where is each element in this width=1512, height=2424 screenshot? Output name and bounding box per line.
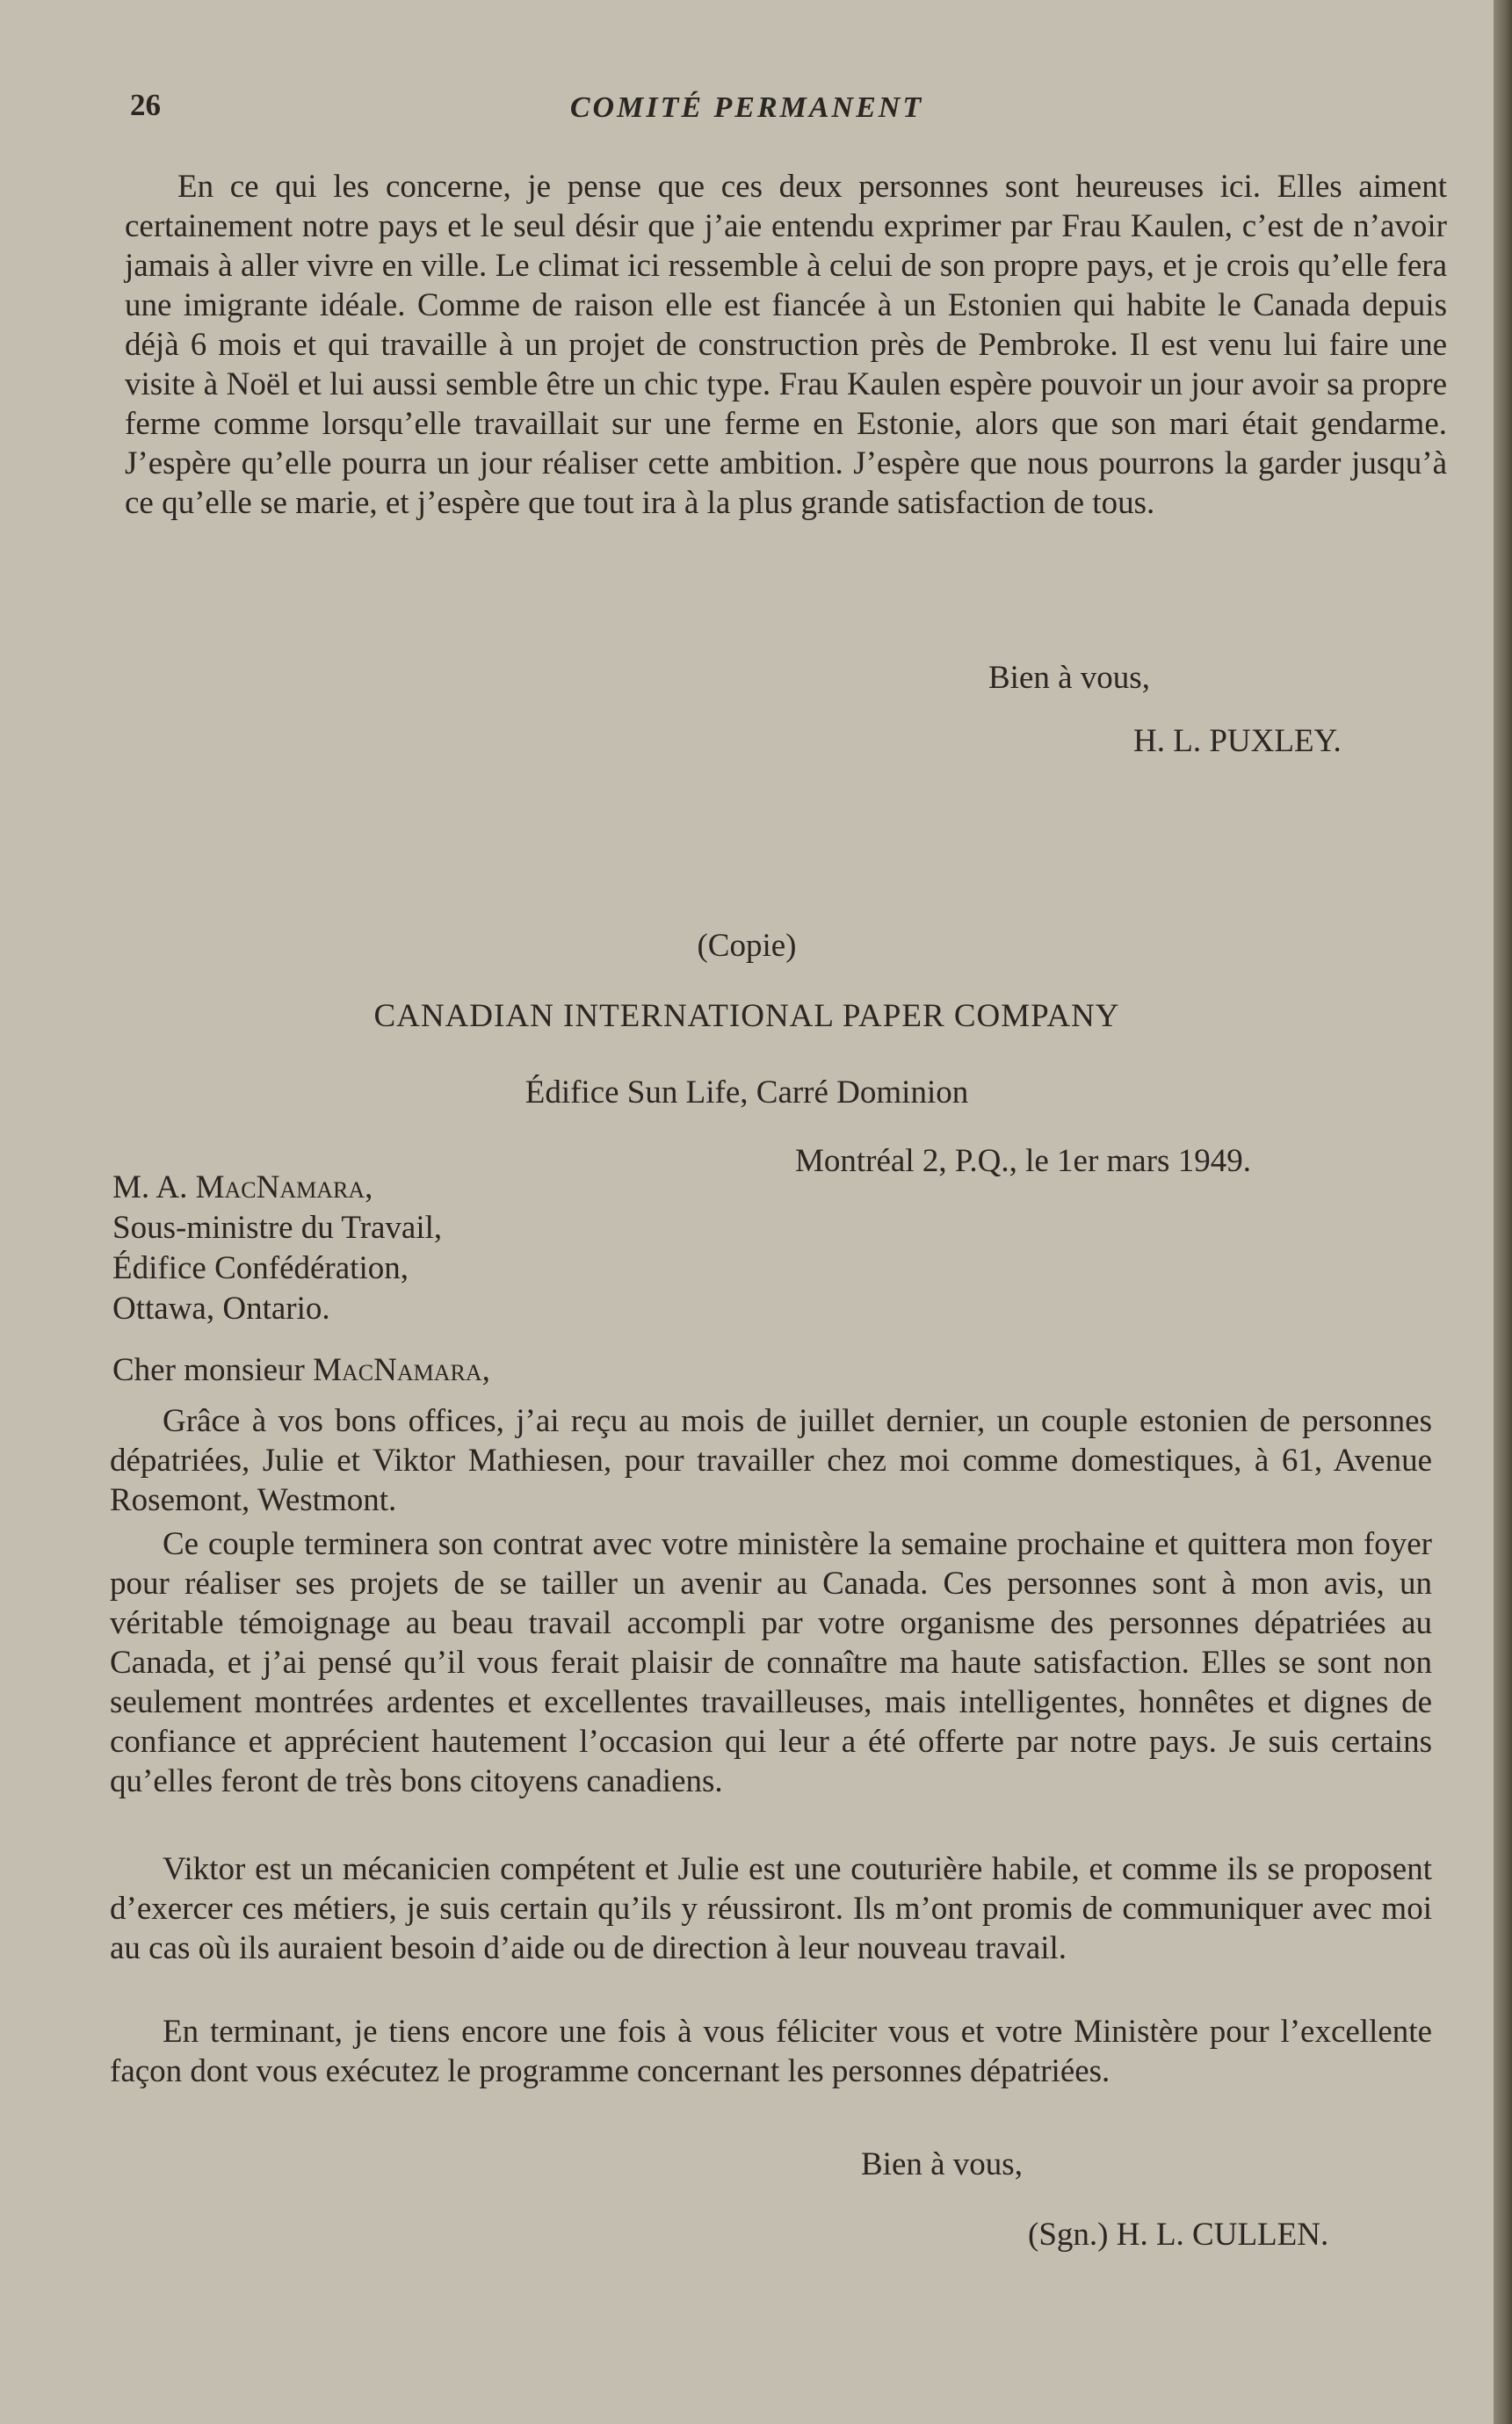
letter2-paragraph-2: Ce couple terminera son contrat avec votre ministère la semaine prochaine et quittera mon foyer pour réaliser ses projets de se tailler un avenir au Canada. Ces personnes sont à mon avis, un véritable témoignage au beau travail accompli par votre organisme des personnes dépatriées au Canada, et j’ai pensé qu’il vous ferait plaisir de connaître ma haute satisfaction. Elles se sont non seulement montrées ardentes et excellentes travailleuses, mais intelligentes, honnêtes et dignes de confiance et apprécient hautement l’occasion qui leur a été offerte par notre pays. Je suis certains qu’elles feront de très bons citoyens canadiens.	[110, 1526, 1432, 1799]
letter1-paragraph: En ce qui les concerne, je pense que ces deux personnes sont heureuses ici. Elles aiment certainement notre pays et le seul désir que j’aie entendu exprimer par Frau Kaulen, c’est de n’avoir jamais à aller vivre en ville. Le climat ici ressemble à celui de son propre pays, et je crois qu’elle fera une imigrante idéale. Comme de raison elle est fiancée à un Estonien qui habite le Canada depuis déjà 6 mois et qui travaille à un projet de construction près de Pembroke. Il est venu lui faire une visite à Noël et lui aussi semble être un chic type. Frau Kaulen espère pouvoir un jour avoir sa propre ferme comme lorsqu’elle travaillait sur une ferme en Estonie, alors que son mari était gendarme. J’espère qu’elle pourra un jour réaliser cette ambition. J’espère que nous pourrons la garder jusqu’à ce qu’elle se marie, et j’espère que tout ira à la plus grande satisfaction de tous.	[125, 169, 1447, 521]
letter2-paragraph-4: En terminant, je tiens encore une fois à vous féliciter vous et votre Ministère pour l’excellente façon dont vous exécutez le programme concernant les personnes dépatriées.	[110, 2014, 1432, 2089]
letter1-closing: Bien à vous,	[988, 660, 1150, 696]
page-number: 26	[130, 88, 161, 122]
letter2-signature: (Sgn.) H. L. CULLEN.	[1028, 2217, 1329, 2253]
recipient-title: Sous-ministre du Travail,	[112, 1210, 443, 1246]
company-address: Édifice Sun Life, Carré Dominion	[524, 1075, 969, 1111]
letter2-paragraph-1: Grâce à vos bons offices, j’ai reçu au mois de juillet dernier, un couple estonien de personnes dépatriées, Julie et Viktor Mathiesen, pour travailler chez moi comme domestiques, à 61, Avenue Rosemont, Westmont.	[110, 1403, 1432, 1518]
recipient-city: Ottawa, Ontario.	[112, 1291, 330, 1327]
salutation-prefix: Cher monsieur	[112, 1352, 314, 1388]
letter-date: Montréal 2, P.Q., le 1er mars 1949.	[795, 1143, 1251, 1179]
recipient-surname: MacNamara,	[195, 1169, 373, 1205]
company-name: CANADIAN INTERNATIONAL PAPER COMPANY	[373, 998, 1120, 1034]
letter2-paragraph-3: Viktor est un mécanicien compétent et Julie est une couturière habile, et comme ils se proposent d’exercer ces métiers, je suis certain qu’ils y réussiront. Ils m’ont promis de communiquer avec moi au cas où ils auraient besoin d’aide ou de direction à leur nouveau travail.	[110, 1851, 1432, 1966]
running-head: COMITÉ PERMANENT	[569, 91, 924, 124]
recipient-name-prefix: M. A.	[112, 1169, 196, 1205]
salutation-surname: MacNamara,	[313, 1352, 490, 1388]
salutation	[112, 1351, 490, 1389]
letter2-closing: Bien à vous,	[861, 2146, 1023, 2182]
copy-label: (Copie)	[697, 928, 797, 964]
letter1-signature: H. L. PUXLEY.	[1133, 723, 1342, 759]
recipient-name	[112, 1169, 373, 1206]
recipient-building: Édifice Confédération,	[112, 1250, 409, 1286]
page-edge-shadow	[1494, 0, 1512, 2424]
